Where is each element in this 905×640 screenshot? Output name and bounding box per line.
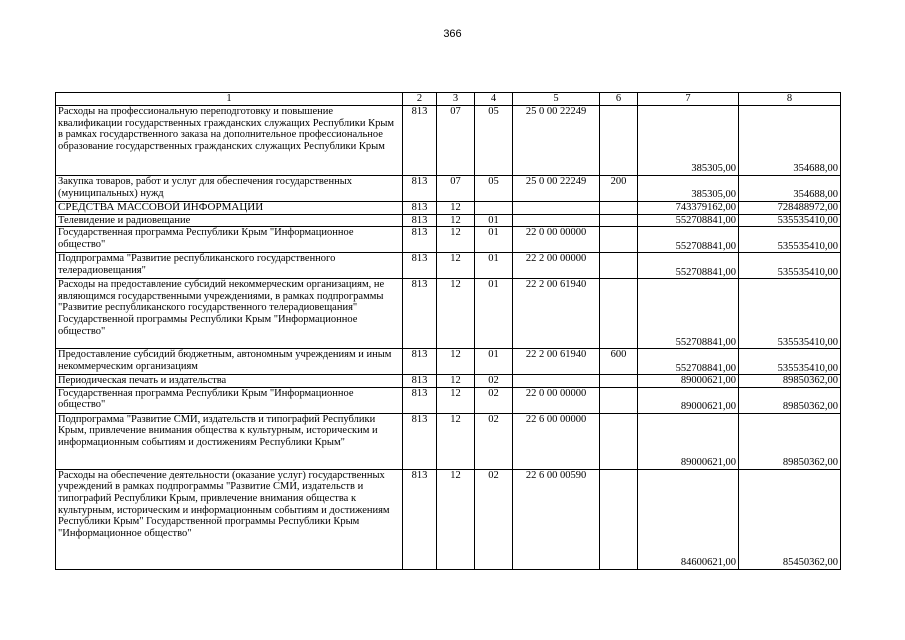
row-ministry-code: 813 — [403, 227, 437, 253]
row-target-code: 22 0 00 00000 — [513, 227, 600, 253]
row-target-code: 22 6 00 00000 — [513, 413, 600, 469]
row-subsection-code: 01 — [475, 349, 513, 375]
row-expense-type — [600, 413, 638, 469]
row-amount-2: 535535410,00 — [739, 214, 841, 227]
row-subsection-code: 05 — [475, 176, 513, 202]
row-amount-1: 84600621,00 — [638, 469, 739, 569]
row-section-code: 12 — [437, 469, 475, 569]
row-subsection-code: 01 — [475, 227, 513, 253]
row-amount-2: 535535410,00 — [739, 253, 841, 279]
row-section-code: 12 — [437, 227, 475, 253]
row-amount-1: 89000621,00 — [638, 413, 739, 469]
row-section-code: 07 — [437, 176, 475, 202]
row-expense-type — [600, 279, 638, 349]
row-description: Периодическая печать и издательства — [56, 375, 403, 388]
row-subsection-code: 01 — [475, 279, 513, 349]
row-target-code: 22 6 00 00590 — [513, 469, 600, 569]
row-expense-type — [600, 375, 638, 388]
table-row — [56, 375, 841, 388]
row-amount-1: 552708841,00 — [638, 349, 739, 375]
row-ministry-code: 813 — [403, 387, 437, 413]
row-amount-2: 85450362,00 — [739, 469, 841, 569]
row-ministry-code: 813 — [403, 214, 437, 227]
row-expense-type: 200 — [600, 176, 638, 202]
row-ministry-code: 813 — [403, 375, 437, 388]
table-row — [56, 214, 841, 227]
row-section-code: 12 — [437, 413, 475, 469]
row-expense-type — [600, 214, 638, 227]
row-target-code — [513, 202, 600, 215]
row-expense-type — [600, 202, 638, 215]
row-section-code: 12 — [437, 253, 475, 279]
page-number: 366 — [443, 28, 462, 40]
table-row — [56, 106, 841, 176]
header-cell-8: 8 — [739, 93, 841, 106]
row-amount-2: 535535410,00 — [739, 279, 841, 349]
row-description: Предоставление субсидий бюджетным, автономным учреждениям и иным некоммерческим организациям — [56, 349, 403, 375]
row-expense-type — [600, 227, 638, 253]
row-section-code: 12 — [437, 375, 475, 388]
row-ministry-code: 813 — [403, 279, 437, 349]
row-target-code: 22 2 00 61940 — [513, 349, 600, 375]
row-amount-1: 552708841,00 — [638, 279, 739, 349]
row-section-code: 12 — [437, 349, 475, 375]
row-section-code: 12 — [437, 214, 475, 227]
row-target-code — [513, 214, 600, 227]
row-description: Расходы на предоставление субсидий некоммерческим организациям, не являющимся государственными учреждениями, в рамках подпрограммы "Развитие республиканского государственного телерадиовещания" Государственной программы Республики Крым "Информационное общество" — [56, 279, 403, 349]
row-ministry-code: 813 — [403, 202, 437, 215]
row-amount-1: 743379162,00 — [638, 202, 739, 215]
table-row — [56, 227, 841, 253]
header-cell-6: 6 — [600, 93, 638, 106]
table-row — [56, 349, 841, 375]
row-expense-type — [600, 469, 638, 569]
row-subsection-code: 05 — [475, 106, 513, 176]
table-row — [56, 176, 841, 202]
row-subsection-code: 02 — [475, 387, 513, 413]
row-description: Государственная программа Республики Крым "Информационное общество" — [56, 387, 403, 413]
row-subsection-code: 01 — [475, 253, 513, 279]
row-description: Расходы на обеспечение деятельности (оказание услуг) государственных учреждений в рамках подпрограммы "Развитие СМИ, издательств и типографий Республики Крым, привлечение внимания общества к культурным, историческим и информационным событиям и достижениям Республики Крым" Государственной программы Республики Крым "Информационное общество" — [56, 469, 403, 569]
row-ministry-code: 813 — [403, 469, 437, 569]
row-amount-1: 552708841,00 — [638, 227, 739, 253]
row-description: Расходы на профессиональную переподготовку и повышение квалификации государственных гражданских служащих Республики Крым в рамках государственного заказа на дополнительное профессиональное образование государственных гражданских служащих Республики Крым — [56, 106, 403, 176]
row-description: Подпрограмма "Развитие СМИ, издательств и типографий Республики Крым, привлечение внимания общества к культурным, историческим и информационным событиям и достижениям Республики Крым" — [56, 413, 403, 469]
row-target-code: 25 0 00 22249 — [513, 106, 600, 176]
row-amount-2: 89850362,00 — [739, 375, 841, 388]
table-row — [56, 279, 841, 349]
header-cell-3: 3 — [437, 93, 475, 106]
row-section-code: 12 — [437, 387, 475, 413]
row-subsection-code — [475, 202, 513, 215]
row-target-code — [513, 375, 600, 388]
table-row — [56, 469, 841, 569]
table-body — [56, 93, 841, 570]
row-expense-type: 600 — [600, 349, 638, 375]
table-row — [56, 387, 841, 413]
row-subsection-code: 02 — [475, 469, 513, 569]
row-description: Государственная программа Республики Крым "Информационное общество" — [56, 227, 403, 253]
row-subsection-code: 02 — [475, 375, 513, 388]
row-amount-2: 535535410,00 — [739, 349, 841, 375]
row-expense-type — [600, 106, 638, 176]
row-ministry-code: 813 — [403, 253, 437, 279]
row-ministry-code: 813 — [403, 349, 437, 375]
table-row — [56, 253, 841, 279]
row-target-code: 22 2 00 61940 — [513, 279, 600, 349]
row-amount-1: 89000621,00 — [638, 375, 739, 388]
row-amount-1: 552708841,00 — [638, 253, 739, 279]
table-row — [56, 413, 841, 469]
row-amount-2: 728488972,00 — [739, 202, 841, 215]
row-amount-2: 89850362,00 — [739, 387, 841, 413]
row-description: Подпрограмма "Развитие республиканского государственного телерадиовещания" — [56, 253, 403, 279]
table-row — [56, 202, 841, 215]
row-amount-2: 354688,00 — [739, 176, 841, 202]
row-target-code: 25 0 00 22249 — [513, 176, 600, 202]
row-description: Закупка товаров, работ и услуг для обеспечения государственных (муниципальных) нужд — [56, 176, 403, 202]
row-description: Телевидение и радиовещание — [56, 214, 403, 227]
header-cell-4: 4 — [475, 93, 513, 106]
row-amount-1: 552708841,00 — [638, 214, 739, 227]
row-amount-1: 385305,00 — [638, 176, 739, 202]
row-amount-2: 535535410,00 — [739, 227, 841, 253]
row-section-code: 07 — [437, 106, 475, 176]
row-amount-1: 89000621,00 — [638, 387, 739, 413]
row-section-code: 12 — [437, 279, 475, 349]
row-target-code: 22 0 00 00000 — [513, 387, 600, 413]
row-subsection-code: 01 — [475, 214, 513, 227]
budget-table — [55, 92, 841, 570]
row-target-code: 22 2 00 00000 — [513, 253, 600, 279]
table-header-row — [56, 93, 841, 106]
row-amount-1: 385305,00 — [638, 106, 739, 176]
row-description: СРЕДСТВА МАССОВОЙ ИНФОРМАЦИИ — [56, 202, 403, 215]
row-expense-type — [600, 253, 638, 279]
header-cell-5: 5 — [513, 93, 600, 106]
row-expense-type — [600, 387, 638, 413]
row-ministry-code: 813 — [403, 106, 437, 176]
header-cell-7: 7 — [638, 93, 739, 106]
row-ministry-code: 813 — [403, 176, 437, 202]
row-amount-2: 89850362,00 — [739, 413, 841, 469]
header-cell-2: 2 — [403, 93, 437, 106]
row-amount-2: 354688,00 — [739, 106, 841, 176]
row-subsection-code: 02 — [475, 413, 513, 469]
row-section-code: 12 — [437, 202, 475, 215]
row-ministry-code: 813 — [403, 413, 437, 469]
header-cell-1: 1 — [56, 93, 403, 106]
